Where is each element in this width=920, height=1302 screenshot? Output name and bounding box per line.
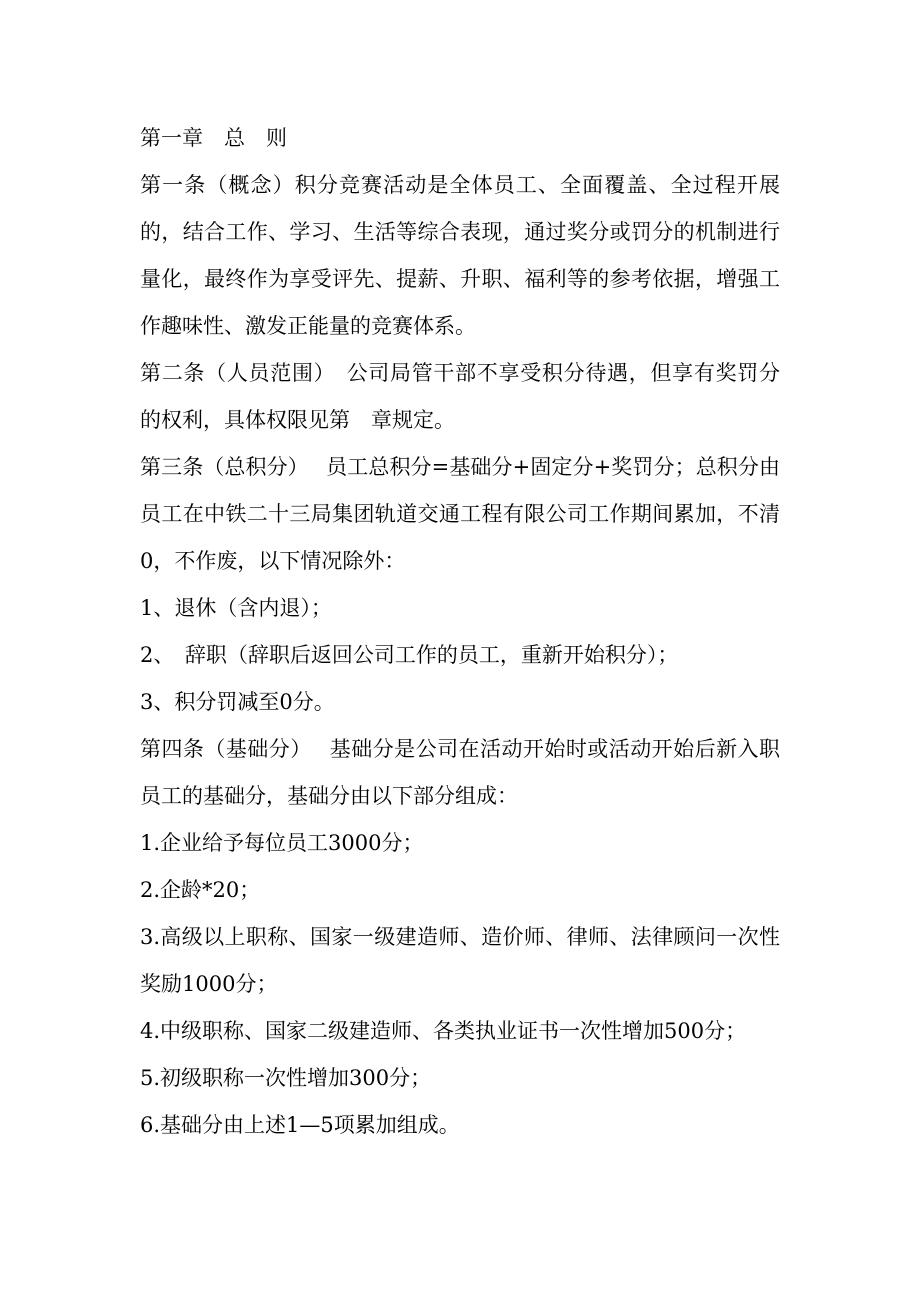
base-item-2: 2.企龄*20； [140,878,261,902]
base-item-3: 3.高级以上职称、国家一级建造师、造价师、律师、法律顾问一次性奖励1000分； [140,925,780,996]
exception-item-3: 3、积分罚减至0分。 [140,690,335,714]
base-item-5: 5.初级职称一次性增加300分； [140,1066,432,1090]
exception-item-2: 2、 辞职（辞职后返回公司工作的员工，重新开始积分）； [140,643,679,667]
base-item-1: 1.企业给予每位员工3000分； [140,831,424,855]
chapter-title: 第一章 总 则 [140,126,287,150]
document-body [140,115,780,1149]
article-4-base-points: 第四条（基础分） 基础分是公司在活动开始时或活动开始后新入职员工的基础分，基础分由以下部分组成： [140,737,780,808]
exception-item-1: 1、退休（含内退）； [140,596,332,620]
base-item-6: 6.基础分由上述1—5项累加组成。 [140,1113,460,1137]
article-3-total-points: 第三条（总积分） 员工总积分=基础分+固定分+奖罚分；总积分由员工在中铁二十三局集团轨道交通工程有限公司工作期间累加，不清0，不作废，以下情况除外： [140,455,780,573]
base-item-4: 4.中级职称、国家二级建造师、各类执业证书一次性增加500分； [140,1019,747,1043]
article-1-concept: 第一条（概念）积分竞赛活动是全体员工、全面覆盖、全过程开展的，结合工作、学习、生活等综合表现，通过奖分或罚分的机制进行量化，最终作为享受评先、提薪、升职、福利等的参考依据，增强工作趣味性、激发正能量的竞赛体系。 [140,173,780,338]
article-2-scope: 第二条（人员范围） 公司局管干部不享受积分待遇，但享有奖罚分的权利，具体权限见第 章规定。 [140,361,780,432]
